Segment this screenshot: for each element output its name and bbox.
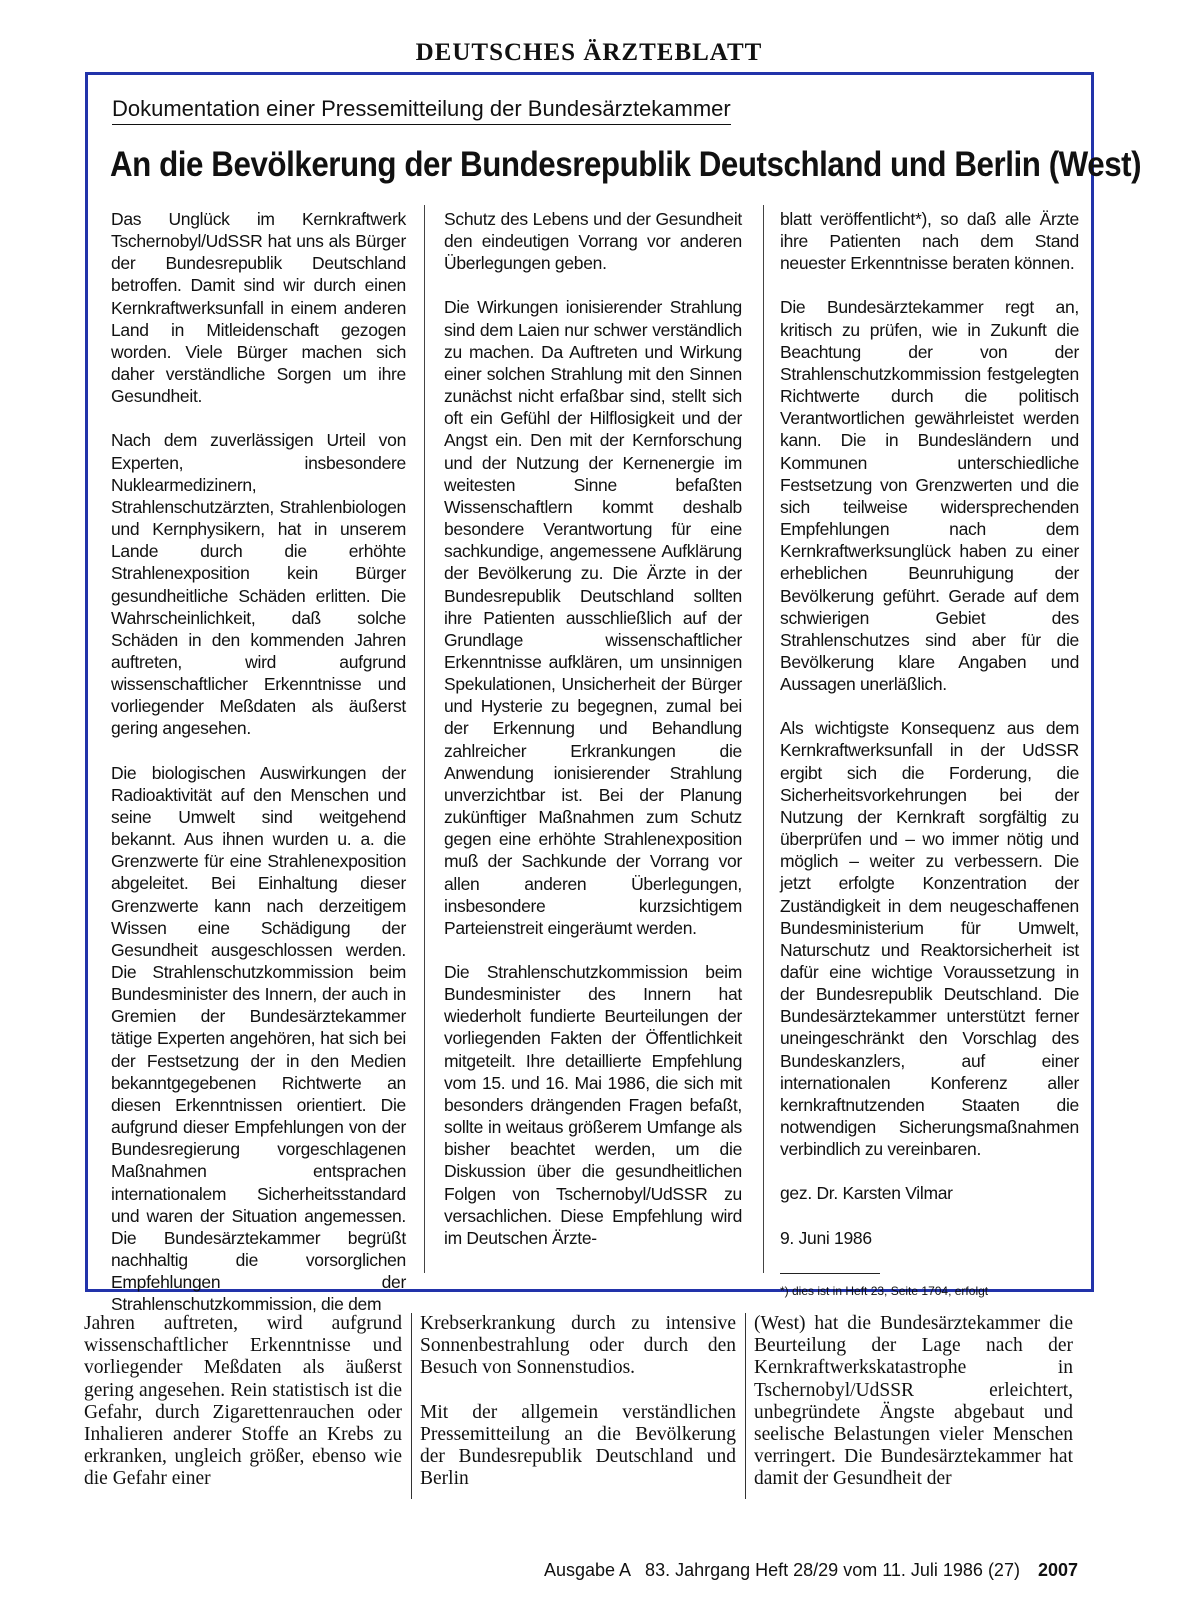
- paragraph: Als wichtigste Konsequenz aus dem Kernkraftwerksunfall in der UdSSR ergibt sich die Forderung, die Sicherheitsvorkehrungen bei der Nutzung der Kernkraft sorgfältig zu überprüfen und – wo immer nötig und möglich – weiter zu verbessern. Die jetzt erfolgte Konzentration der Zuständigkeit in dem neugeschaffenen Bundesministerium für Umwelt, Naturschutz und Reaktorsicherheit ist dafür eine wichtige Voraussetzung in der Bundesrepublik Deutschland. Die Bundesärztekammer unterstützt ferner uneingeschränkt den Vorschlag des Bundeskanzlers, auf einer internationalen Konferenz aller kernkraftnutzenden Staaten die notwendigen Sicherungsmaßnahmen verbindlich zu vereinbaren.: [780, 718, 1079, 1160]
- kicker: Dokumentation einer Pressemitteilung der Bundesärztekammer: [112, 96, 731, 125]
- headline: An die Bevölkerung der Bundesrepublik Deutschland und Berlin (West): [110, 145, 1142, 184]
- signature-date: 9. Juni 1986: [780, 1227, 872, 1248]
- lower-column-3: [754, 1313, 1073, 1513]
- column-divider: [763, 205, 764, 1273]
- paragraph: Das Unglück im Kernkraftwerk Tschernobyl/UdSSR hat uns als Bürger der Bundesrepublik Deutschland betroffen. Damit sind wir durch einen Kernkraftwerksunfall in einem anderen Land in Mitleidenschaft gezogen worden. Viele Bürger machen sich daher verständliche Sorgen um ihre Gesundheit.: [111, 209, 406, 407]
- paragraph: Die Bundesärztekammer regt an, kritisch zu prüfen, wie in Zukunft die Beachtung der von der Strahlenschutzkommission festgelegten Richtwerte durch die politisch Verantwortlichen gewährleistet werden kann. Die in Bundesländern und Kommunen unterschiedliche Festsetzung von Grenzwerten und die sich teilweise widersprechenden Empfehlungen nach dem Kernkraftwerksunglück haben zu einer erheblichen Beunruhigung der Bevölkerung geführt. Gerade auf dem schwierigen Gebiet des Strahlenschutzes sind aber für die Bevölkerung klare Angaben und Aussagen unerläßlich.: [780, 297, 1079, 695]
- paragraph: Die biologischen Auswirkungen der Radioaktivität auf den Menschen und seine Umwelt sind weitgehend bekannt. Aus ihnen wurden u. a. die Grenzwerte für eine Strahlenexposition abgeleitet. Bei Einhaltung dieser Grenzwerte kann nach derzeitigem Wissen eine Schädigung der Gesundheit ausgeschlossen werden. Die Strahlenschutzkommission beim Bundesminister des Innern, der auch in Gremien der Bundesärztekammer tätige Experten angehören, hat sich bei der Festsetzung der in den Medien bekanntgegebenen Richtwerte an diesen Erkenntnissen orientiert. Die aufgrund dieser Empfehlungen von der Bundesregierung vorgeschlagenen Maßnahmen entsprachen internationalem Sicherheitsstandard und waren der Situation angemessen. Die Bundesärztekammer begrüßt nachhaltig die vorsorglichen Empfehlungen der Strahlenschutzkommission, die dem: [111, 762, 406, 1315]
- column-divider: [424, 205, 425, 1273]
- paragraph: Jahren auftreten, wird aufgrund wissenschaftlicher Erkenntnisse und vorliegender Meßdaten als äußerst gering angesehen. Rein statistisch ist die Gefahr, durch Zigarettenrauchen oder Inhalieren anderer Stoffe an Krebs zu erkranken, ungleich größer, ebenso wie die Gefahr einer: [84, 1313, 402, 1490]
- paragraph: (West) hat die Bundesärztekammer die Beurteilung der Lage nach der Kernkraftwerkskatastrophe in Tschernobyl/UdSSR erleichtert, unbegründete Ängste abgebaut und seelische Belastungen vieler Menschen verringert. Die Bundesärztekammer hat damit der Gesundheit der: [754, 1313, 1073, 1490]
- column-divider: [411, 1313, 412, 1499]
- page-number: 2007: [1037, 1560, 1078, 1580]
- footnote: *) dies ist in Heft 23, Seite 1704, erfolgt: [780, 1283, 989, 1298]
- article-column-2: [444, 208, 742, 1271]
- lower-column-2: [420, 1313, 736, 1512]
- masthead: DEUTSCHES ÄRZTEBLATT: [415, 39, 763, 66]
- signature: gez. Dr. Karsten Vilmar: [780, 1183, 953, 1204]
- paragraph: Mit der allgemein verständlichen Pressemitteilung an die Bevölkerung der Bundesrepublik Deutschland und Berlin: [420, 1401, 736, 1490]
- page-footer: [544, 1560, 1078, 1581]
- paragraph: Die Strahlenschutzkommission beim Bundesminister des Innern hat wiederholt fundierte Beurteilungen der vorliegenden Fakten der Öffentlichkeit mitgeteilt. Ihre detaillierte Empfehlung vom 15. und 16. Mai 1986, die sich mit besonders drängenden Fragen befaßt, sollte in weitaus größerem Umfange als bisher beachtet werden, um die Diskussion über die gesundheitlichen Folgen von Tschernobyl/UdSSR zu versachlichen. Diese Empfehlung wird im Deutschen Ärzte-: [444, 962, 742, 1248]
- paragraph: Schutz des Lebens und der Gesundheit den eindeutigen Vorrang vor anderen Überlegungen geben.: [444, 209, 742, 274]
- footnote-rule: [780, 1273, 880, 1274]
- paragraph: Krebserkrankung durch zu intensive Sonnenbestrahlung oder durch den Besuch von Sonnenstudios.: [420, 1313, 736, 1379]
- paragraph: Die Wirkungen ionisierender Strahlung sind dem Laien nur schwer verständlich zu machen. Da Auftreten und Wirkung einer solchen Strahlung mit den Sinnen zunächst nicht erfaßbar sind, stellt sich oft ein Gefühl der Hilflosigkeit und der Angst ein. Den mit der Kernforschung und der Nutzung der Kernenergie im weitesten Sinne befaßten Wissenschaftlern kommt deshalb besondere Verantwortung für eine sachkundige, angemessene Aufklärung der Bevölkerung zu. Die Ärzte in der Bundesrepublik Deutschland sollten ihre Patienten ausschließlich auf der Grundlage wissenschaftlicher Erkenntnisse aufklären, um unsinnigen Spekulationen, Unsicherheit der Bürger und Hysterie zu begegnen, zumal bei der Erkennung und Behandlung zahlreicher Erkrankungen die Anwendung ionisierender Strahlung unverzichtbar ist. Bei der Planung zukünftiger Maßnahmen zum Schutz gegen eine erhöhte Strahlenexposition muß der Sachkunde der Vorrang vor allen anderen Überlegungen, insbesondere kurzsichtigem Parteienstreit eingeräumt werden.: [444, 297, 742, 938]
- column-divider: [745, 1313, 746, 1499]
- article-column-1: [111, 208, 406, 1338]
- paragraph: Nach dem zuverlässigen Urteil von Experten, insbesondere Nuklearmedizinern, Strahlenschutzärzten, Strahlenbiologen und Kernphysikern, hat in unserem Lande durch die erhöhte Strahlenexposition kein Bürger gesundheitliche Schäden erlitten. Die Wahrscheinlichkeit, daß solche Schäden in den kommenden Jahren auftreten, wird aufgrund wissenschaftlicher Erkenntnisse und vorliegender Meßdaten als äußerst gering angesehen.: [111, 430, 406, 739]
- issue-info: Ausgabe A 83. Jahrgang Heft 28/29 vom 11. Juli 1986 (27): [543, 1560, 1020, 1580]
- article-column-3: [780, 208, 1079, 1298]
- lower-column-1: [84, 1313, 402, 1513]
- paragraph: blatt veröffentlicht*), so daß alle Ärzte ihre Patienten nach dem Stand neuester Erkenntnisse beraten können.: [780, 209, 1079, 274]
